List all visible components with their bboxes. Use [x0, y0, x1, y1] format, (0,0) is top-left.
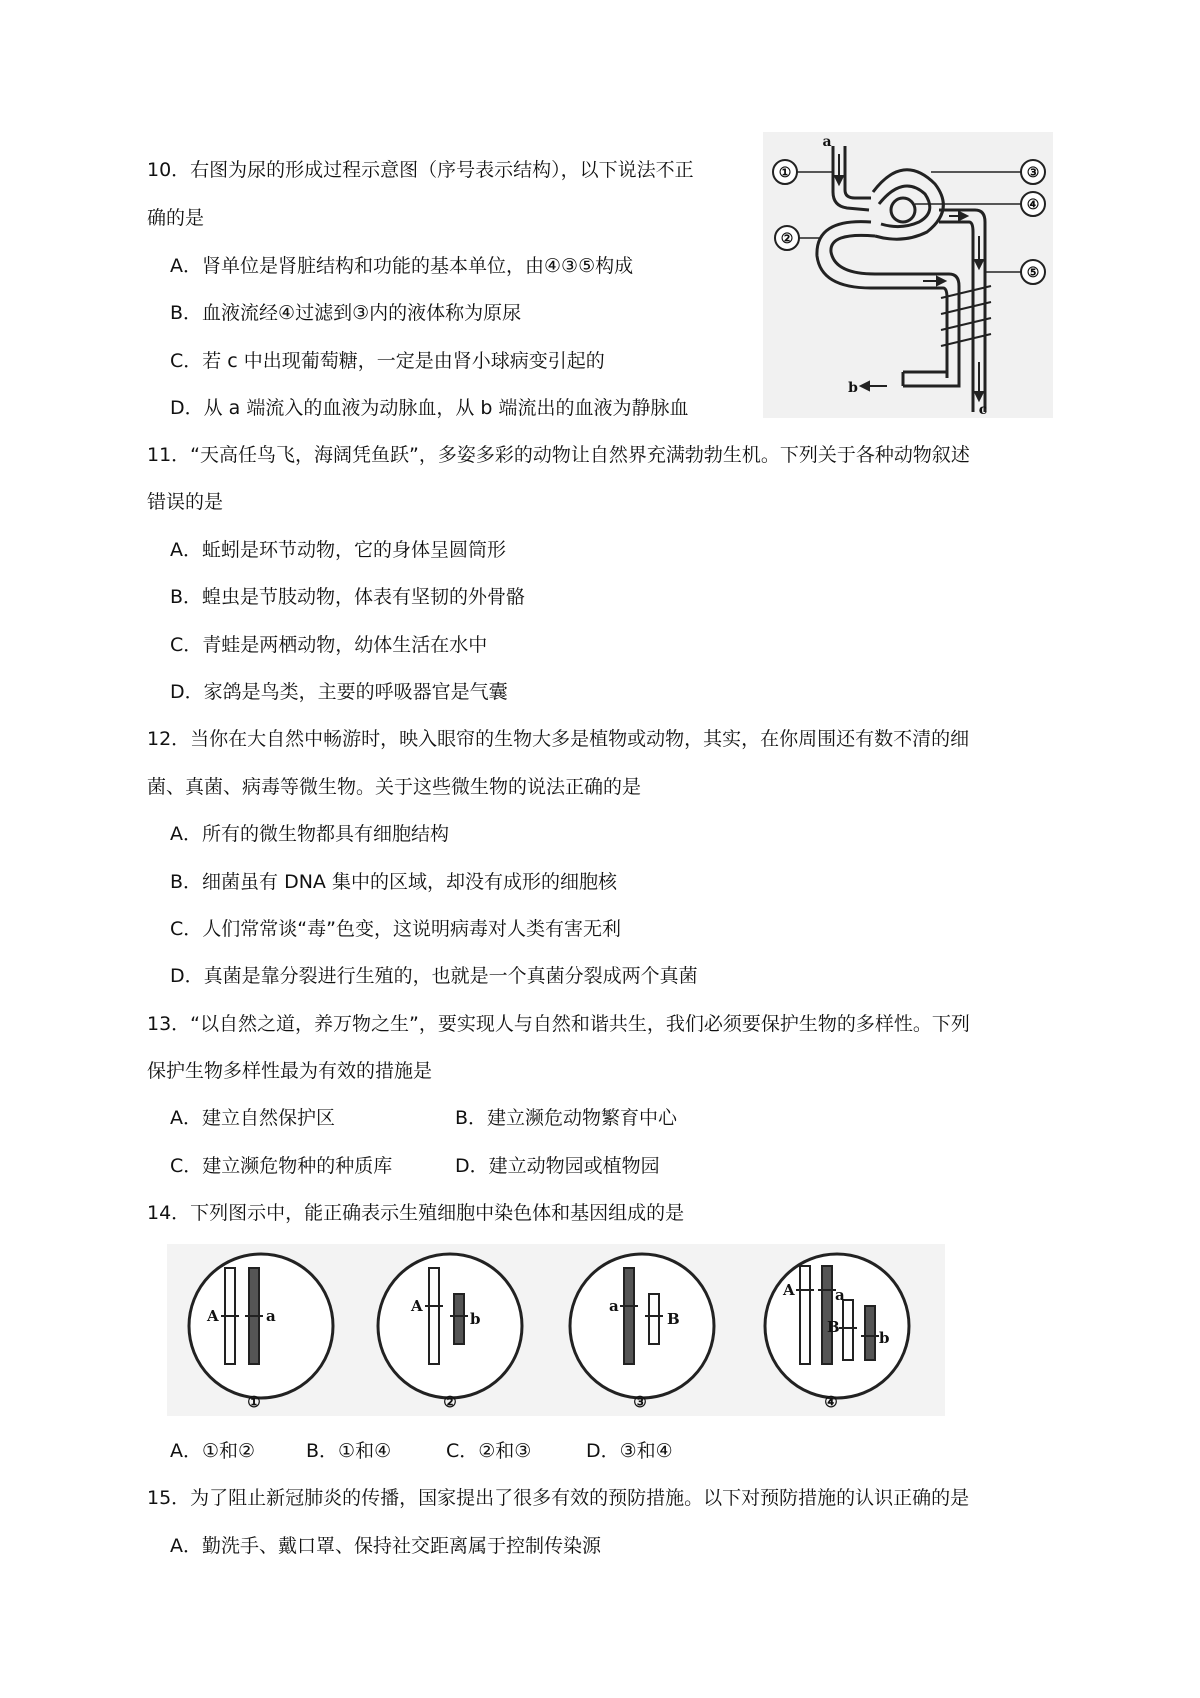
q13-stem-line2: 保护生物多样性最为有效的措施是 [147, 1060, 433, 1082]
q10-option-d: D．从 a 端流入的血液为动脉血，从 b 端流出的血液为静脉血 [170, 397, 689, 419]
fig-label-3: ③ [1026, 165, 1040, 181]
cell4-label: ④ [824, 1393, 838, 1411]
q15-stem: 15．为了阻止新冠肺炎的传播，国家提出了很多有效的预防措施。以下对预防措施的认识正确的是 [147, 1487, 970, 1509]
cell4-gene-4: b [879, 1329, 890, 1347]
fig-label-5: ⑤ [1026, 265, 1040, 281]
chromosome-figure [167, 1244, 945, 1416]
cell3-gene-2: B [667, 1310, 680, 1328]
q11-option-d: D．家鸽是鸟类，主要的呼吸器官是气囊 [170, 681, 508, 703]
nephron-figure [763, 132, 1053, 418]
q13-option-d: D．建立动物园或植物园 [455, 1155, 660, 1177]
cell3-label: ③ [633, 1393, 647, 1411]
fig-label-c: c [978, 402, 988, 418]
cell4-gene-1: A [783, 1281, 795, 1299]
cell2-gene-2: b [470, 1310, 481, 1328]
q11-option-a: A．蚯蚓是环节动物，它的身体呈圆筒形 [170, 539, 506, 561]
q12-option-b: B．细菌虽有 DNA 集中的区域，却没有成形的细胞核 [170, 871, 617, 893]
fig-label-4: ④ [1026, 197, 1040, 213]
q10-stem-line2: 确的是 [147, 207, 205, 229]
q12-option-c: C．人们常常谈“毒”色变，这说明病毒对人类有害无利 [170, 918, 621, 940]
fig-label-a: a [822, 134, 832, 150]
q14-option-d: D．③和④ [586, 1440, 673, 1462]
q14-option-c: C．②和③ [446, 1440, 532, 1462]
q12-stem-line1: 12．当你在大自然中畅游时，映入眼帘的生物大多是植物或动物，其实，在你周围还有数不清的细 [147, 728, 970, 750]
q12-stem-line2: 菌、真菌、病毒等微生物。关于这些微生物的说法正确的是 [147, 776, 642, 798]
cell4-gene-3: B [827, 1318, 840, 1336]
q10-option-a: A．肾单位是肾脏结构和功能的基本单位，由④③⑤构成 [170, 255, 634, 277]
q14-stem: 14．下列图示中，能正确表示生殖细胞中染色体和基因组成的是 [147, 1202, 685, 1224]
cell1-gene-1: A [207, 1307, 219, 1325]
cell2-label: ② [443, 1393, 457, 1411]
q14-option-b: B．①和④ [306, 1440, 392, 1462]
fig-label-1: ① [778, 165, 792, 181]
q11-option-b: B．蝗虫是节肢动物，体表有坚韧的外骨骼 [170, 586, 526, 608]
q12-option-d: D．真菌是靠分裂进行生殖的，也就是一个真菌分裂成两个真菌 [170, 965, 698, 987]
q13-option-c: C．建立濒危物种的种质库 [170, 1155, 393, 1177]
cell2-gene-1: A [411, 1297, 423, 1315]
q11-option-c: C．青蛙是两栖动物，幼体生活在水中 [170, 634, 488, 656]
q10-option-c: C．若 c 中出现葡萄糖，一定是由肾小球病变引起的 [170, 350, 605, 372]
q10-stem-line1: 10．右图为尿的形成过程示意图（序号表示结构），以下说法不正 [147, 159, 694, 181]
q13-option-a: A．建立自然保护区 [170, 1107, 335, 1129]
cell1-label: ① [247, 1393, 261, 1411]
q12-option-a: A．所有的微生物都具有细胞结构 [170, 823, 449, 845]
cell4-gene-2: a [835, 1286, 845, 1304]
q11-stem-line1: 11．“天高任鸟飞，海阔凭鱼跃”，多姿多彩的动物让自然界充满勃勃生机。下列关于各种动物叙述 [147, 444, 970, 466]
q13-option-b: B．建立濒危动物繁育中心 [455, 1107, 678, 1129]
fig-label-2: ② [780, 231, 794, 247]
q13-stem-line1: 13．“以自然之道，养万物之生”，要实现人与自然和谐共生，我们必须要保护生物的多样性。下列 [147, 1013, 970, 1035]
cell3-gene-1: a [609, 1297, 619, 1315]
q10-option-b: B．血液流经④过滤到③内的液体称为原尿 [170, 302, 522, 324]
cell1-gene-2: a [266, 1307, 276, 1325]
fig-label-b: b [848, 380, 858, 396]
q14-option-a: A．①和② [170, 1440, 256, 1462]
q15-option-a: A．勤洗手、戴口罩、保持社交距离属于控制传染源 [170, 1535, 601, 1557]
q11-stem-line2: 错误的是 [147, 491, 224, 513]
